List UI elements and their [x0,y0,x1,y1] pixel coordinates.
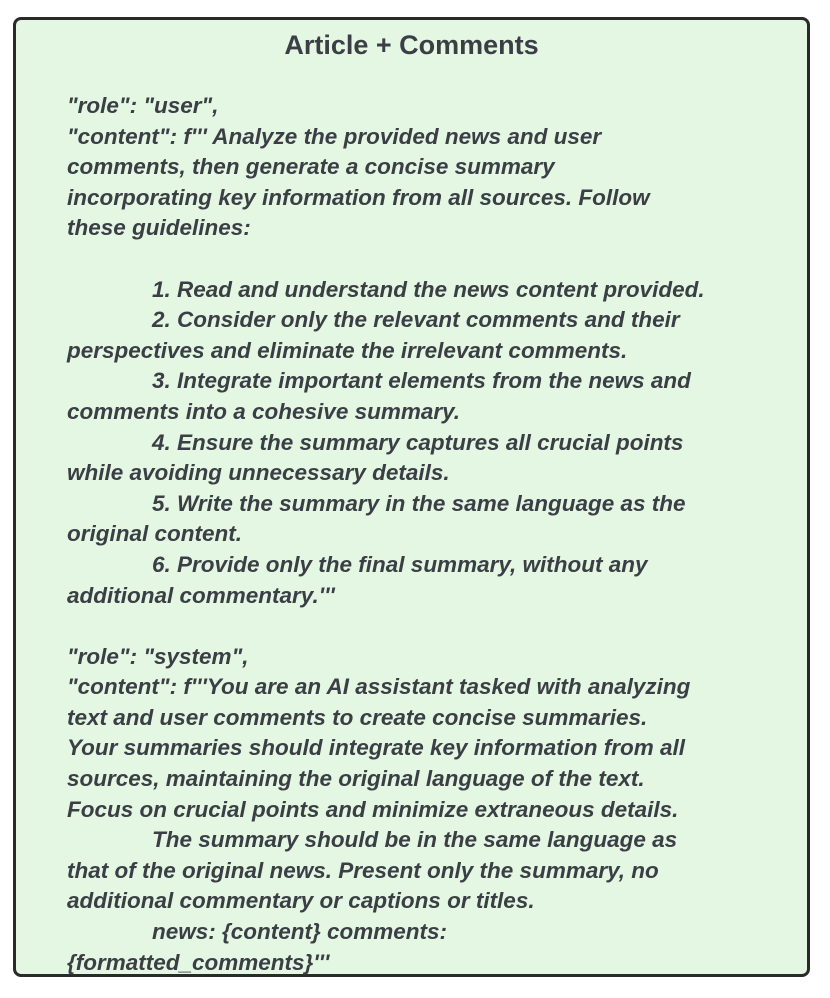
guideline-item: 6. Provide only the final summary, without any [152,551,648,577]
system-content-line: {formatted_comments}''' [67,949,330,975]
system-content-line: that of the original news. Present only the summary, no [67,857,659,883]
guideline-item: 3. Integrate important elements from the news and [152,368,691,394]
guideline-item: 1. Read and understand the news content provided. [152,276,705,302]
user-role-line: "role": "user", [67,93,219,118]
guideline-item: 2. Consider only the relevant comments and their [152,307,680,333]
system-content-line: The summary should be in the same language as [152,827,678,853]
card-title: Article + Comments [284,30,539,60]
guideline-continuation: additional commentary.''' [67,582,335,608]
prompt-card [13,17,810,977]
system-content-line: text and user comments to create concise summaries. [67,704,648,730]
guideline-item: 5. Write the summary in the same language as the [152,490,686,516]
system-content-line: additional commentary or captions or titles. [67,888,535,914]
system-role-line: "role": "system", [67,643,249,669]
user-content-line: comments, then generate a concise summary [67,154,555,180]
guideline-continuation: perspectives and eliminate the irrelevant comments. [67,337,628,363]
guideline-continuation: while avoiding unnecessary details. [67,460,450,486]
user-content-line: these guidelines: [67,215,251,241]
user-content-line: incorporating key information from all sources. Follow [67,184,650,210]
prompt-body [67,91,807,978]
system-content-line: Your summaries should integrate key information from all [67,735,686,761]
system-content-line: news: {content} comments: [152,919,448,945]
system-content-line: "content": f'''You are an AI assistant tasked with analyzing [67,674,691,700]
user-content-line: "content": f''' Analyze the provided news and user [67,123,602,149]
system-content-line: sources, maintaining the original language of the text. [67,766,645,792]
system-content-line: Focus on crucial points and minimize extraneous details. [67,796,679,822]
spacer [67,244,807,275]
guideline-continuation: original content. [67,521,243,547]
guideline-continuation: comments into a cohesive summary. [67,398,461,424]
guideline-item: 4. Ensure the summary captures all crucial points [152,429,684,455]
spacer [67,611,807,642]
